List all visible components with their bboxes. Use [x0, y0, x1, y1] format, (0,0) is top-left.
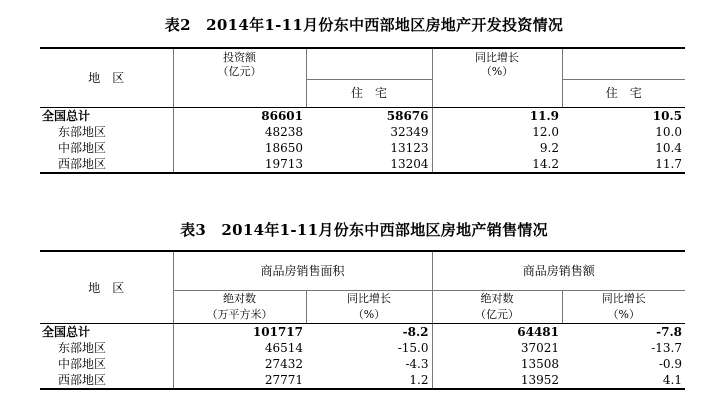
table3-header-area-yoy: 同比增长 （%）	[306, 291, 432, 324]
table3-cell-sales-yoy: -13.7	[651, 341, 682, 355]
table3-cell-sales: 13952	[432, 372, 562, 389]
table2-cell-yoy: 12.0	[532, 125, 559, 139]
table3-cell-sales: 13508	[520, 357, 559, 371]
table2-header-region: 地 区	[40, 48, 173, 108]
table2-cell-yoy: 9.2	[539, 141, 559, 155]
table3-cell-area-yoy: -4.3	[306, 356, 432, 372]
table3-header-sales-yoy: 同比增长 （%）	[562, 291, 685, 324]
table2-cell-residential: 13204	[306, 156, 432, 173]
table2-cell-region: 中部地区	[40, 140, 173, 156]
table2-cell-region: 东部地区	[40, 124, 173, 140]
table3-cell-region: 全国总计	[40, 324, 173, 341]
table2-cell-yoy-residential: 11.7	[562, 156, 685, 173]
table3-cell-area: 46514	[264, 341, 303, 355]
table2-row	[40, 108, 685, 125]
table3-header-region: 地 区	[40, 251, 173, 324]
table3-title: 表3 2014年1-11月份东中西部地区房地产销售情况	[180, 221, 548, 239]
table3-cell-area-yoy: -8.2	[306, 324, 432, 341]
table3-cell-area: 101717	[252, 325, 303, 339]
table3-cell-area-yoy: -15.0	[306, 340, 432, 356]
table2-cell-yoy-residential: 10.0	[655, 125, 682, 139]
table2-header-residential: 住 宅	[306, 79, 432, 108]
table2-cell-investment: 19713	[173, 156, 306, 173]
table2-cell-investment: 48238	[264, 125, 303, 139]
table3-row	[40, 356, 685, 372]
table2-row	[40, 156, 685, 173]
table3-header-area-group: 商品房销售面积	[173, 251, 432, 291]
table3-cell-sales: 37021	[520, 341, 559, 355]
table2-cell-region: 西部地区	[40, 156, 173, 173]
table2-cell-region: 全国总计	[40, 108, 173, 125]
table2-cell-yoy-residential: 10.4	[655, 141, 682, 155]
table2-cell-residential: 32349	[306, 124, 432, 140]
table2-cell-investment: 18650	[264, 141, 303, 155]
table3-header-area-absolute: 绝对数 （万平方米）	[173, 291, 306, 324]
table2-header-yoy: 同比增长 （%）	[432, 48, 562, 79]
table2	[40, 47, 685, 174]
table3-row	[40, 340, 685, 356]
table3-cell-area: 27432	[264, 357, 303, 371]
table2-header-investment: 投资额 （亿元）	[173, 48, 306, 79]
table3	[40, 250, 685, 390]
table3-cell-sales-yoy: 4.1	[562, 372, 685, 389]
table3-row	[40, 324, 685, 341]
table2-cell-residential: 58676	[306, 108, 432, 125]
table3-cell-area: 27771	[173, 372, 306, 389]
table3-cell-sales-yoy: -7.8	[656, 325, 682, 339]
table2-cell-yoy: 14.2	[432, 156, 562, 173]
table2-cell-yoy-residential: 10.5	[652, 109, 682, 123]
table2-cell-investment: 86601	[261, 109, 303, 123]
table3-cell-region: 东部地区	[40, 340, 173, 356]
table3-cell-region: 西部地区	[40, 372, 173, 389]
table3-header-sales-group: 商品房销售额	[432, 251, 685, 291]
table3-row	[40, 372, 685, 389]
table2-cell-residential: 13123	[306, 140, 432, 156]
table3-header-sales-absolute: 绝对数 （亿元）	[432, 291, 562, 324]
table3-cell-sales: 64481	[517, 325, 559, 339]
table2-row	[40, 140, 685, 156]
table2-title: 表2 2014年1-11月份东中西部地区房地产开发投资情况	[164, 16, 564, 34]
table3-cell-region: 中部地区	[40, 356, 173, 372]
table3-cell-area-yoy: 1.2	[306, 372, 432, 389]
table3-cell-sales-yoy: -0.9	[658, 357, 682, 371]
table2-row	[40, 124, 685, 140]
table2-header-yoy-residential: 住 宅	[562, 79, 685, 108]
table2-cell-yoy: 11.9	[529, 109, 559, 123]
